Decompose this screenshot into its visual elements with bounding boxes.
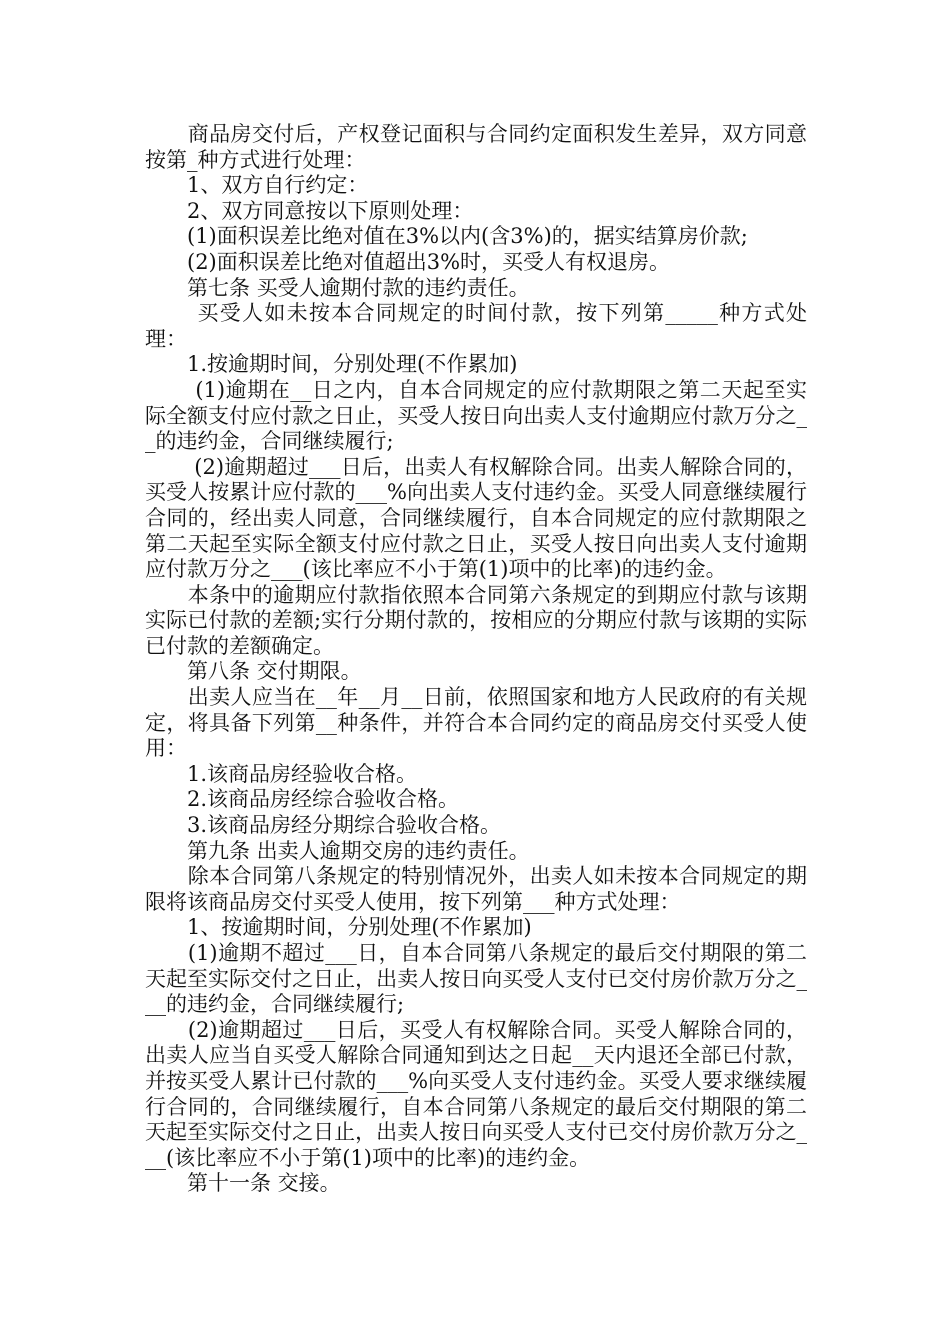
paragraph-late-delivery: 除本合同第八条规定的特别情况外，出卖人如未按本合同规定的期限将该商品房交付买受人使用，按下列第___种方式处理： [145, 864, 807, 914]
document-body [145, 122, 807, 1197]
paragraph-option-2: 2、双方同意按以下原则处理： [145, 198, 474, 223]
paragraph-option-1: 1、双方自行约定： [145, 173, 369, 198]
paragraph-rule-2: (2)面积误差比绝对值超出3%时，买受人有权退房。 [145, 249, 671, 274]
paragraph-late-payment: 买受人如未按本合同规定的时间付款，按下列第_____种方式处理： [145, 301, 807, 351]
article-8-heading: 第八条 交付期限。 [145, 659, 362, 684]
article-7-heading: 第七条 买受人逾期付款的违约责任。 [145, 275, 530, 300]
paragraph-area-difference: 商品房交付后，产权登记面积与合同约定面积发生差异，双方同意按第_种方式进行处理： [145, 122, 807, 172]
paragraph-late-payment-1-2: (2)逾期超过___日后，出卖人有权解除合同。出卖人解除合同的，买受人按累计应付款的___%向出卖人支付违约金。买受人同意继续履行合同的，经出卖人同意，合同继续履行，自本合同规定的应付款期限之第二天起至实际全额支付应付款之日止，买受人按日向出卖人支付逾期应付款万分之___(该比率应不小于第(1)项中的比率)的违约金。 [145, 454, 807, 582]
paragraph-condition-2: 2.该商品房经综合验收合格。 [145, 787, 460, 812]
paragraph-delivery-deadline: 出卖人应当在__年__月__日前，依照国家和地方人民政府的有关规定，将具备下列第__种条件，并符合本合同约定的商品房交付买受人使用： [145, 685, 807, 761]
paragraph-late-delivery-1-2: (2)逾期超过___日后，买受人有权解除合同。买受人解除合同的，出卖人应当自买受人解除合同通知到达之日起__天内退还全部已付款，并按买受人累计已付款的___%向买受人支付违约金。买受人要求继续履行合同的，合同继续履行，自本合同第八条规定的最后交付期限的第二天起至实际交付之日止，出卖人按日向买受人支付已交付房价款万分之___(该比率应不小于第(1)项中的比率)的违约金。 [145, 1017, 807, 1170]
paragraph-late-delivery-1: 1、按逾期时间，分别处理(不作累加) [145, 915, 532, 940]
paragraph-late-delivery-1-1: (1)逾期不超过___日，自本合同第八条规定的最后交付期限的第二天起至实际交付之日止，出卖人按日向买受人支付已交付房价款万分之___的违约金，合同继续履行; [145, 941, 807, 1017]
paragraph-overdue-definition: 本条中的逾期应付款指依照本合同第六条规定的到期应付款与该期实际已付款的差额;实行分期付款的，按相应的分期应付款与该期的实际已付款的差额确定。 [145, 582, 807, 658]
paragraph-condition-3: 3.该商品房经分期综合验收合格。 [145, 813, 502, 838]
article-9-heading: 第九条 出卖人逾期交房的违约责任。 [145, 838, 530, 863]
paragraph-late-payment-1: 1.按逾期时间，分别处理(不作累加) [145, 352, 518, 377]
paragraph-condition-1: 1.该商品房经验收合格。 [145, 761, 418, 786]
paragraph-rule-1: (1)面积误差比绝对值在3%以内(含3%)的，据实结算房价款; [145, 224, 748, 249]
article-11-heading: 第十一条 交接。 [145, 1171, 341, 1196]
paragraph-late-payment-1-1: (1)逾期在__日之内，自本合同规定的应付款期限之第二天起至实际全额支付应付款之日止，买受人按日向出卖人支付逾期应付款万分之__的违约金，合同继续履行; [145, 377, 807, 454]
